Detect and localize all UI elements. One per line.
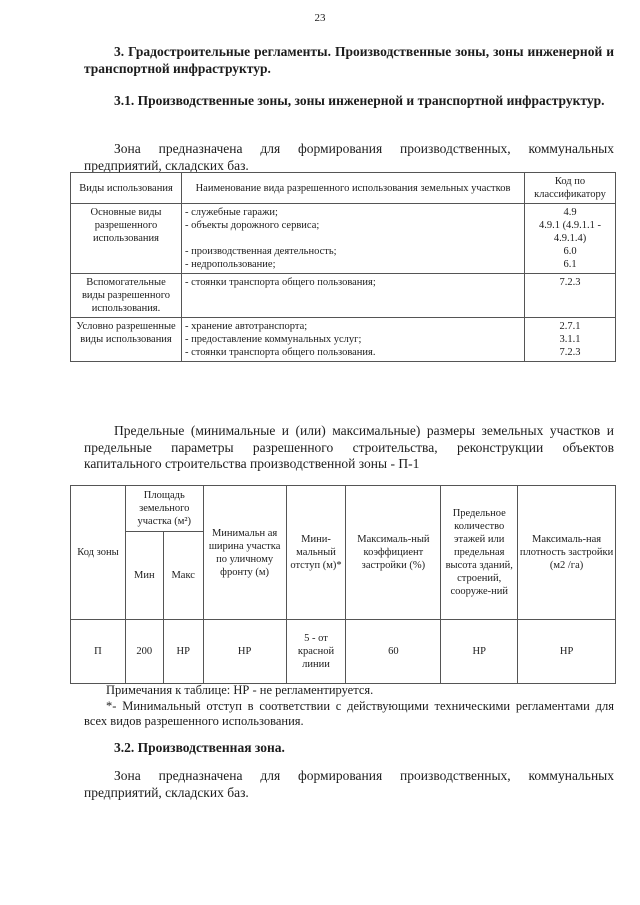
list-item: - стоянки транспорта общего пользования; (185, 277, 376, 288)
list-item: - недропользование; (185, 259, 276, 270)
header-min-indent: Мини-мальный отступ (м)* (286, 486, 346, 620)
code-value: 6.1 (563, 259, 577, 270)
table-header-row (71, 486, 616, 532)
cell-min-width: НР (203, 620, 286, 684)
note-nr: Примечания к таблице: НР - не регламентируется. (106, 683, 374, 697)
parameters-table (70, 485, 616, 684)
table-row (71, 318, 616, 362)
header-min-area: Мин (125, 532, 163, 620)
code-value: 6.0 (563, 246, 577, 257)
zone-purpose-paragraph: Зона предназначена для формирования производственных, коммунальных предприятий, складских баз. (84, 141, 614, 173)
use-kind-conditional: Условно разрешенные виды использования (71, 318, 182, 362)
cell-floors-height: НР (441, 620, 518, 684)
header-max-coefficient: Максималь-ный коэффициент застройки (%) (346, 486, 441, 620)
section-heading: 3. Градостроительные регламенты. Производственные зоны, зоны инженерной и транспортной инфраструктур. (84, 44, 614, 76)
subsection-heading-2: 3.2. Производственная зона. (114, 740, 285, 755)
code-value: 2.7.1 (559, 321, 581, 332)
code-value: 4.9 (563, 207, 577, 218)
list-item: - объекты дорожного сервиса; (185, 220, 320, 231)
code-value: 3.1.1 (559, 334, 581, 345)
list-item: - служебные гаражи; (185, 207, 278, 218)
list-item: - предоставление коммунальных услуг; (185, 334, 362, 345)
code-value: 7.2.3 (559, 347, 581, 358)
header-max-area: Макс (163, 532, 203, 620)
subsection-heading: 3.1. Производственные зоны, зоны инженерной и транспортной инфраструктур. (114, 93, 605, 108)
header-zone-code: Код зоны (71, 486, 126, 620)
table-row (71, 204, 616, 274)
header-min-width: Минимальн ая ширина участка по уличному фронту (м) (203, 486, 286, 620)
permitted-use-table (70, 172, 616, 362)
zone-purpose-paragraph-2: Зона предназначена для формирования производственных, коммунальных предприятий, складских баз. (84, 768, 614, 800)
page-number: 23 (314, 12, 326, 24)
header-code: Код по классификатору (525, 173, 616, 204)
table-row (71, 274, 616, 318)
list-item: - стоянки транспорта общего пользования. (185, 347, 376, 358)
list-item: - хранение автотранспорта; (185, 321, 308, 332)
cell-max-density: НР (518, 620, 616, 684)
use-items-auxiliary (182, 274, 525, 318)
use-kind-auxiliary: Вспомогательные виды разрешенного использования. (71, 274, 182, 318)
table-notes (84, 683, 614, 730)
use-codes-conditional (525, 318, 616, 362)
header-use-name: Наименование вида разрешенного использования земельных участков (182, 173, 525, 204)
cell-min-indent: 5 - от красной линии (286, 620, 346, 684)
table-row (71, 620, 616, 684)
cell-max-area: НР (163, 620, 203, 684)
cell-max-coefficient: 60 (346, 620, 441, 684)
header-max-density: Максималь-ная плотность застройки (м2 /га) (518, 486, 616, 620)
list-item: - производственная деятельность; (185, 246, 337, 257)
use-items-conditional (182, 318, 525, 362)
cell-zone-code: П (71, 620, 126, 684)
code-value: 7.2.3 (559, 277, 581, 288)
use-items-main (182, 204, 525, 274)
table-header-row (71, 173, 616, 204)
note-indent: *- Минимальный отступ в соответствии с действующими техническими регламентами для всех видов разрешенного использования. (84, 698, 614, 728)
header-floors-height: Предельное количество этажей или предельная высота зданий, строений, сооруже-ний (441, 486, 518, 620)
limits-paragraph: Предельные (минимальные и (или) максимальные) размеры земельных участков и предельные параметры разрешенного строительства, реконструкции объектов капитального строительства производственной зоны - П-1 (84, 423, 614, 471)
cell-min-area: 200 (125, 620, 163, 684)
header-use-types: Виды использования (71, 173, 182, 204)
code-value: 4.9.1.4) (553, 233, 587, 244)
list-item (185, 232, 521, 245)
use-codes-main (525, 204, 616, 274)
header-plot-area: Площадь земельного участка (м²) (125, 486, 203, 532)
code-value: 4.9.1 (4.9.1.1 - (538, 220, 602, 231)
use-kind-main: Основные виды разрешенного использования (71, 204, 182, 274)
use-codes-auxiliary (525, 274, 616, 318)
